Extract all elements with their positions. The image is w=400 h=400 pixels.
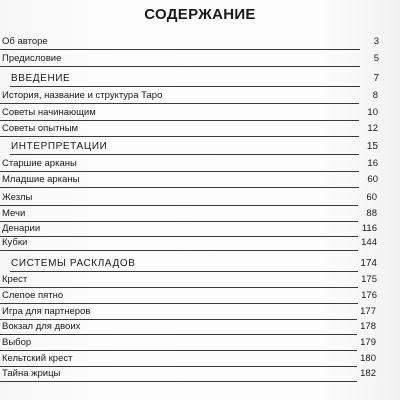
toc-entry-row xyxy=(0,321,400,335)
toc-entry-label: Мечи xyxy=(2,208,26,219)
toc-leader-line xyxy=(0,334,357,335)
toc-leader-line xyxy=(0,381,357,382)
toc-entry-label: Советы опытным xyxy=(2,123,79,134)
toc-entry-label: Старшие арканы xyxy=(2,158,77,169)
toc-entry-label: Вокзал для двоих xyxy=(2,321,81,332)
toc-entry-row xyxy=(0,107,400,121)
toc-page-number: 3 xyxy=(373,36,379,47)
toc-leader-line xyxy=(10,86,360,87)
toc-entry-row xyxy=(0,337,400,351)
toc-leader-line xyxy=(0,49,360,50)
toc-entry-row xyxy=(0,368,400,382)
toc-leader-line xyxy=(10,154,359,155)
toc-entry-label: Крест xyxy=(2,274,28,285)
toc-leader-line xyxy=(0,303,358,304)
toc-entry-row xyxy=(0,174,400,188)
toc-page-number: 10 xyxy=(367,107,378,118)
toc-entry-row xyxy=(0,192,400,206)
toc-leader-line xyxy=(0,250,358,251)
toc-entry-label: История, название и структура Таро xyxy=(2,90,163,101)
toc-page-number: 7 xyxy=(373,73,379,84)
toc-entry-row xyxy=(0,90,400,104)
toc-entry-row xyxy=(0,290,400,304)
toc-entry-row xyxy=(0,274,400,288)
toc-entry-label: Игра для партнеров xyxy=(2,306,91,317)
toc-page-number: 178 xyxy=(360,321,376,332)
toc-leader-line xyxy=(0,66,360,67)
toc-entry-row xyxy=(0,53,400,67)
toc-leader-line xyxy=(0,187,359,188)
toc-leader-line xyxy=(0,287,358,288)
toc-entry-row xyxy=(0,353,400,367)
toc-entry-row xyxy=(0,208,400,222)
toc-entry-label: Об авторе xyxy=(2,36,48,47)
page-title: СОДЕРЖАНИЕ xyxy=(144,6,256,23)
toc-leader-line xyxy=(0,221,358,222)
toc-entry-label: Советы начинающим xyxy=(2,107,96,118)
toc-page-number: 182 xyxy=(360,368,376,379)
toc-leader-line xyxy=(0,205,358,206)
toc-page-number: 15 xyxy=(366,141,378,152)
toc-leader-line xyxy=(0,136,359,137)
toc-leader-line xyxy=(10,271,358,272)
toc-page-number: 60 xyxy=(367,174,378,185)
toc-entry-label: Тайна жрицы xyxy=(2,368,61,379)
toc-page-number: 175 xyxy=(361,274,377,285)
toc-page-number: 60 xyxy=(366,192,377,203)
toc-leader-line xyxy=(0,319,357,320)
toc-section-row xyxy=(0,141,400,155)
toc-section-label: ВВЕДЕНИЕ xyxy=(11,73,71,84)
toc-entry-row xyxy=(0,223,400,237)
toc-entry-row xyxy=(0,306,400,320)
toc-page-number: 176 xyxy=(361,290,377,301)
toc-page-number: 174 xyxy=(360,258,377,269)
toc-section-row xyxy=(0,258,400,272)
toc-page-number: 179 xyxy=(360,337,376,348)
toc-entry-row xyxy=(0,123,400,137)
toc-page-number: 177 xyxy=(360,306,376,317)
toc-section-label: ИНТЕРПРЕТАЦИИ xyxy=(11,141,108,152)
toc-page-number: 16 xyxy=(367,158,378,169)
toc-page-number: 8 xyxy=(372,90,378,101)
toc-section-label: СИСТЕМЫ РАСКЛАДОВ xyxy=(11,258,136,269)
toc-entry-label: Денарии xyxy=(2,223,41,234)
toc-entry-row xyxy=(0,36,400,50)
toc-leader-line xyxy=(0,350,357,351)
toc-entry-label: Предисловие xyxy=(2,53,62,64)
toc-page-number: 116 xyxy=(361,223,377,234)
toc-entry-label: Жезлы xyxy=(2,192,33,203)
toc-page-number: 88 xyxy=(366,208,377,219)
toc-entry-row xyxy=(0,237,400,251)
toc-page-number: 144 xyxy=(361,237,377,248)
toc-leader-line xyxy=(0,103,359,104)
toc-entry-row xyxy=(0,158,400,172)
toc-page-number: 180 xyxy=(360,353,376,364)
toc-leader-line xyxy=(0,120,359,121)
toc-entry-label: Кубки xyxy=(2,237,28,248)
toc-entry-label: Выбор xyxy=(2,337,32,348)
toc-entry-label: Кельтский крест xyxy=(2,353,73,364)
toc-page-number: 5 xyxy=(373,53,379,64)
toc-page-number: 12 xyxy=(367,123,378,134)
toc-entry-label: Слепое пятно xyxy=(2,290,64,301)
toc-leader-line xyxy=(0,171,359,172)
toc-leader-line xyxy=(0,366,357,367)
toc-section-row xyxy=(0,73,400,87)
toc-entry-label: Младшие арканы xyxy=(2,174,80,185)
